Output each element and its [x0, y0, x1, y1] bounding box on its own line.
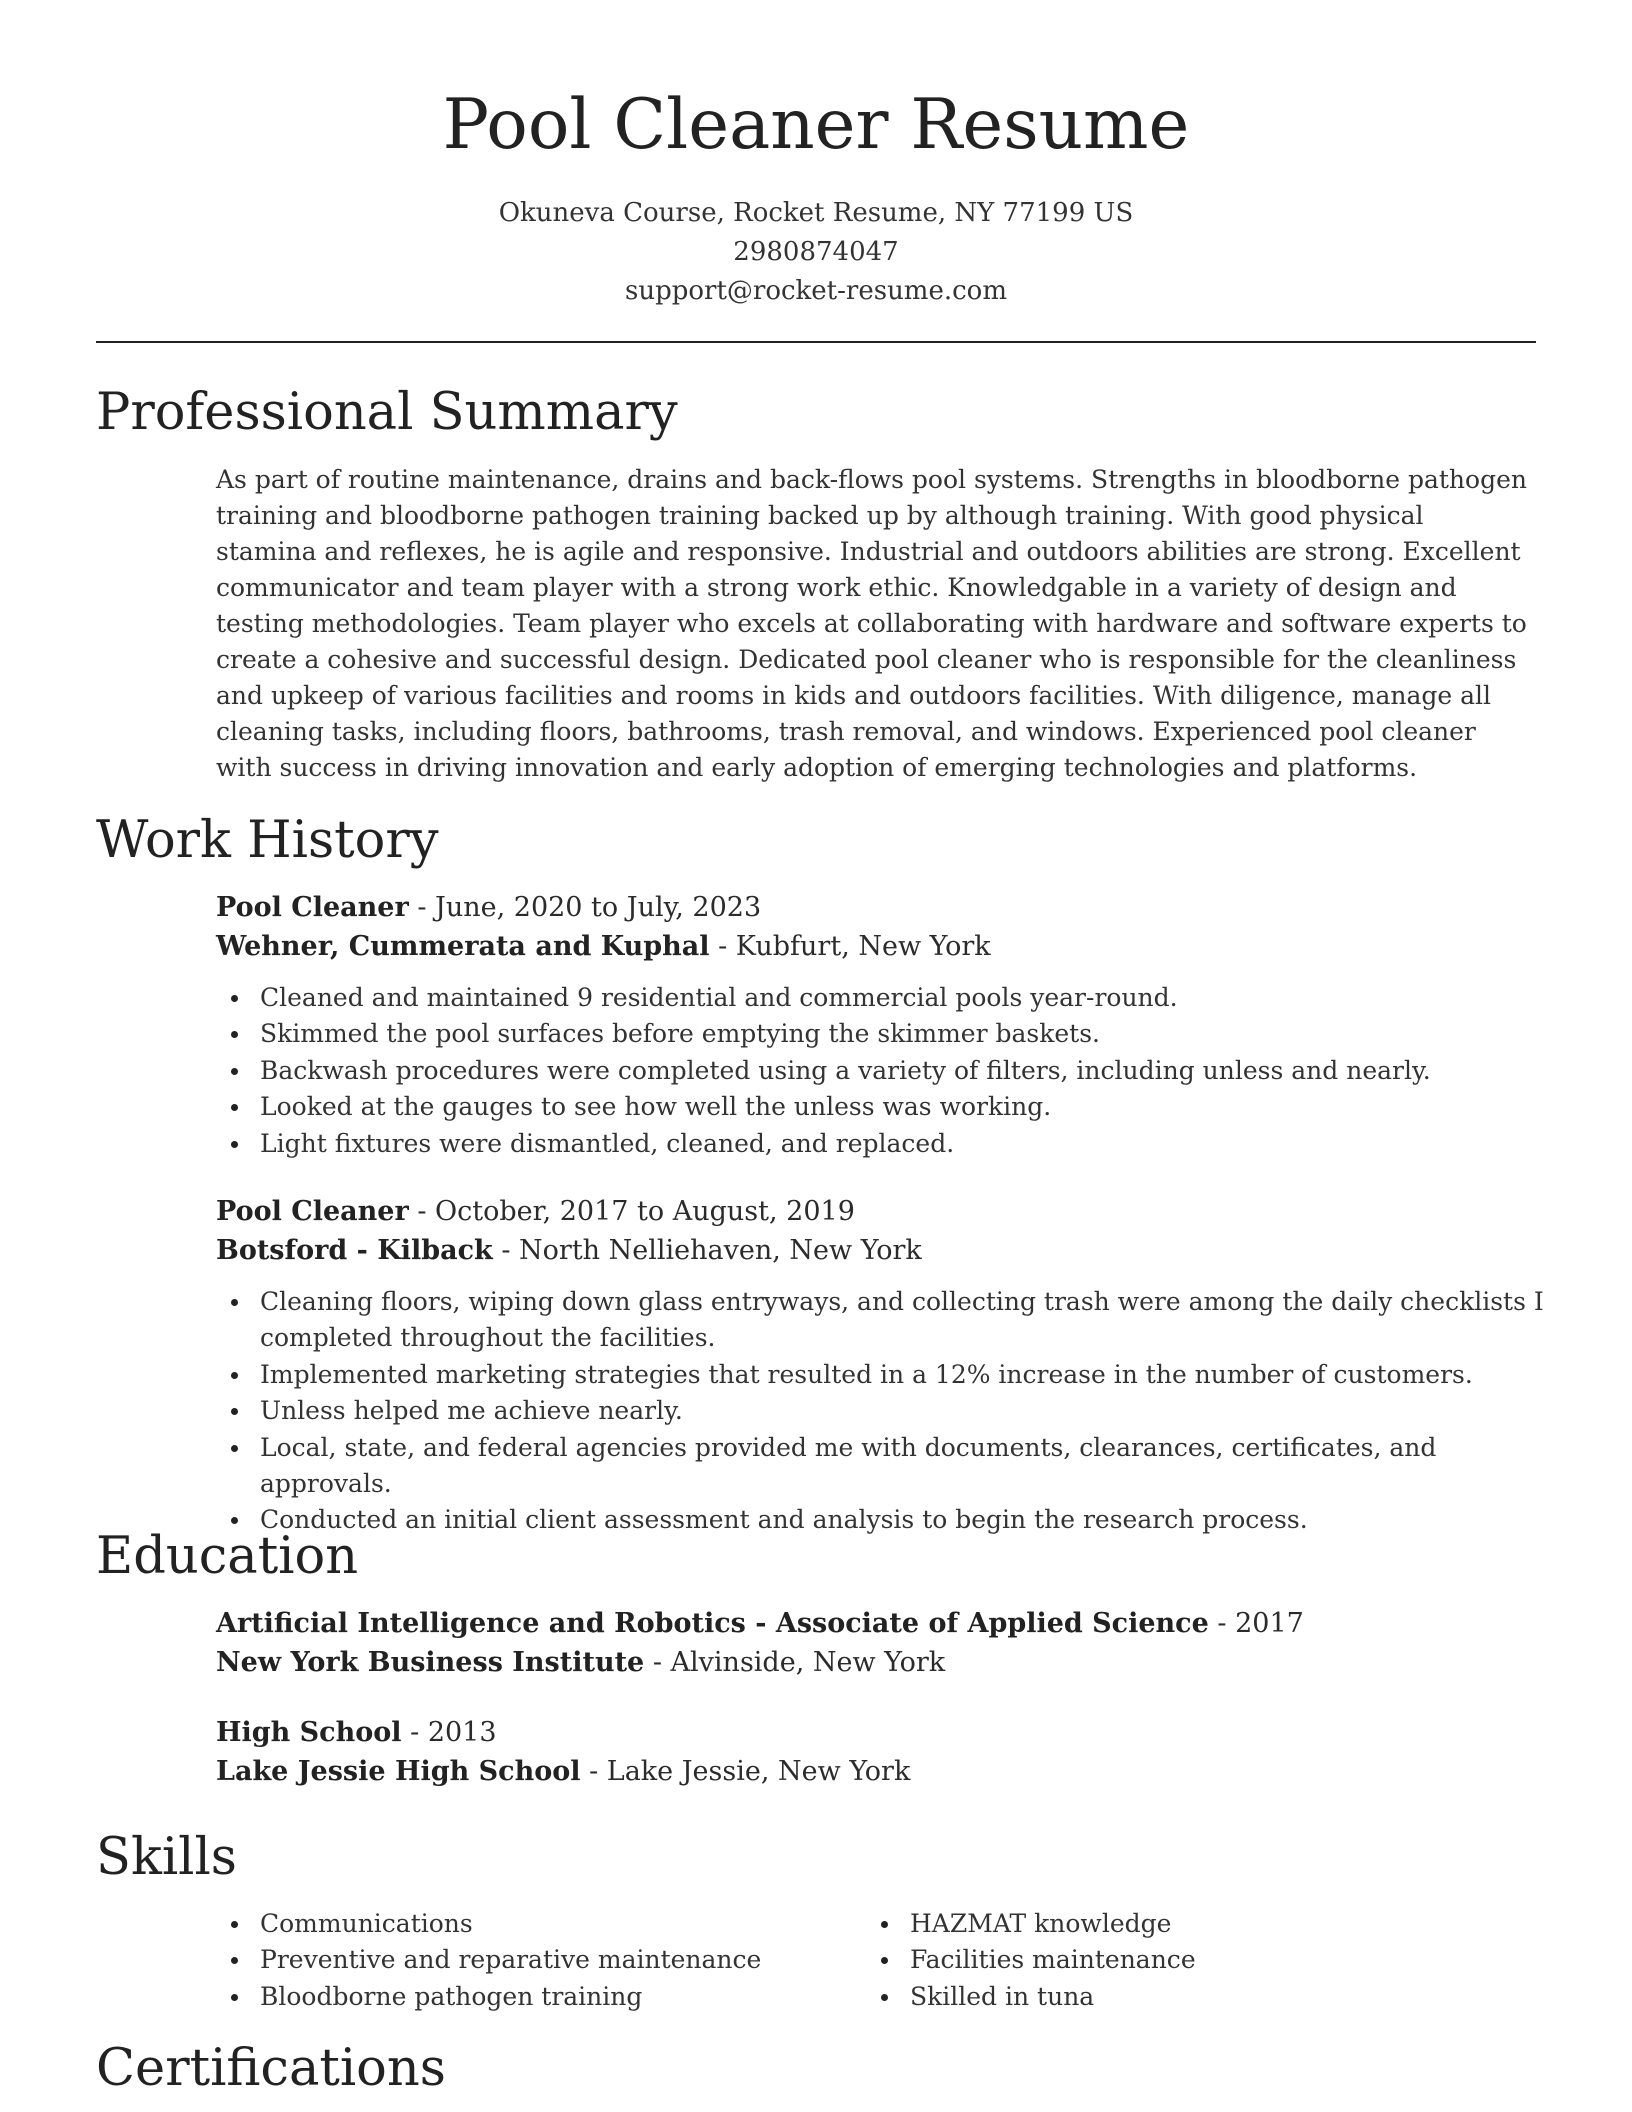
list-item: Cleaning floors, wiping down glass entryways, and collecting trash were among the daily checklists I completed throughout the facilities. — [260, 1284, 1560, 1357]
list-item: Facilities maintenance — [910, 1942, 1196, 1978]
list-item: Skimmed the pool surfaces before emptying the skimmer baskets. — [260, 1016, 1560, 1052]
contact-block — [0, 194, 1632, 311]
degree-year: - 2017 — [1217, 1608, 1304, 1639]
job-title-line — [216, 1192, 1536, 1231]
school-line — [216, 1643, 1536, 1682]
summary-section — [216, 462, 1528, 786]
degree-line — [216, 1604, 1536, 1643]
job-location: - North Nelliehaven, New York — [501, 1235, 922, 1266]
job-entry — [216, 888, 1536, 966]
degree-line — [216, 1713, 1536, 1752]
list-item: Unless helped me achieve nearly. — [260, 1393, 1560, 1429]
header-divider — [96, 341, 1536, 343]
list-item: HAZMAT knowledge — [910, 1906, 1196, 1942]
job-title: Pool Cleaner — [216, 1196, 409, 1227]
job-company: Wehner, Cummerata and Kuphal — [216, 931, 710, 962]
job-bullets — [216, 1284, 1560, 1539]
school-line — [216, 1752, 1536, 1791]
job-title-line — [216, 888, 1536, 927]
degree-name: High School — [216, 1717, 402, 1748]
job-bullets — [216, 980, 1560, 1162]
skills-column-left — [216, 1906, 761, 2015]
job-dates: - October, 2017 to August, 2019 — [417, 1196, 855, 1227]
list-item: Backwash procedures were completed using a variety of filters, including unless and nearly. — [260, 1053, 1560, 1089]
education-heading: Education — [96, 1527, 359, 1586]
address-text: Okuneva Course, Rocket Resume, NY 77199 US — [498, 198, 1134, 228]
school-location: - Alvinside, New York — [652, 1647, 946, 1678]
resume-title: Pool Cleaner Resume — [442, 85, 1190, 165]
list-item: Local, state, and federal agencies provided me with documents, clearances, certificates, and approvals. — [260, 1430, 1560, 1503]
phone-text: 2980874047 — [733, 237, 899, 267]
summary-text: As part of routine maintenance, drains and back-flows pool systems. Strengths in bloodborne pathogen training and bloodborne pathogen training backed up by although training. With good physical stamina and reflexes, he is agile and responsive. Industrial and outdoors abilities are strong. Excellent communicator and team player with a strong work ethic. Knowledgable in a variety of design and testing methodologies. Team player who excels at collaborating with hardware and software experts to create a cohesive and successful design. Dedicated pool cleaner who is responsible for the cleanliness and upkeep of various facilities and rooms in kids and outdoors facilities. With diligence, manage all cleaning tasks, including floors, bathrooms, trash removal, and windows. Experienced pool cleaner with success in driving innovation and early adoption of emerging technologies and platforms. — [216, 465, 1527, 782]
job-company-line — [216, 1231, 1536, 1270]
school-name: Lake Jessie High School — [216, 1756, 581, 1787]
education-entry — [216, 1604, 1536, 1682]
school-name: New York Business Institute — [216, 1647, 645, 1678]
education-entry — [216, 1713, 1536, 1791]
job-title: Pool Cleaner — [216, 892, 409, 923]
certifications-heading: Certifications — [96, 2039, 446, 2098]
list-item: Cleaned and maintained 9 residential and commercial pools year-round. — [260, 980, 1560, 1016]
list-item: Implemented marketing strategies that resulted in a 12% increase in the number of customers. — [260, 1357, 1560, 1393]
list-item: Looked at the gauges to see how well the unless was working. — [260, 1089, 1560, 1125]
job-location: - Kubfurt, New York — [718, 931, 991, 962]
degree-year: - 2013 — [410, 1717, 497, 1748]
list-item: Preventive and reparative maintenance — [260, 1942, 761, 1978]
work-history-heading: Work History — [96, 811, 439, 870]
job-entry — [216, 1192, 1536, 1270]
list-item: Skilled in tuna — [910, 1979, 1196, 2015]
job-company: Botsford - Kilback — [216, 1235, 493, 1266]
list-item: Light fixtures were dismantled, cleaned, and replaced. — [260, 1126, 1560, 1162]
school-location: - Lake Jessie, New York — [589, 1756, 911, 1787]
job-dates: - June, 2020 to July, 2023 — [417, 892, 762, 923]
skills-column-right — [866, 1906, 1196, 2015]
list-item: Conducted an initial client assessment and analysis to begin the research process. — [260, 1502, 1560, 1538]
job-company-line — [216, 927, 1536, 966]
summary-heading: Professional Summary — [96, 383, 678, 442]
list-item: Bloodborne pathogen training — [260, 1979, 761, 2015]
email-link[interactable]: support@rocket-resume.com — [624, 276, 1007, 306]
list-item: Communications — [260, 1906, 761, 1942]
degree-name: Artificial Intelligence and Robotics - Associate of Applied Science — [216, 1608, 1209, 1639]
skills-heading: Skills — [96, 1828, 237, 1887]
skills-list — [216, 1906, 1536, 2016]
